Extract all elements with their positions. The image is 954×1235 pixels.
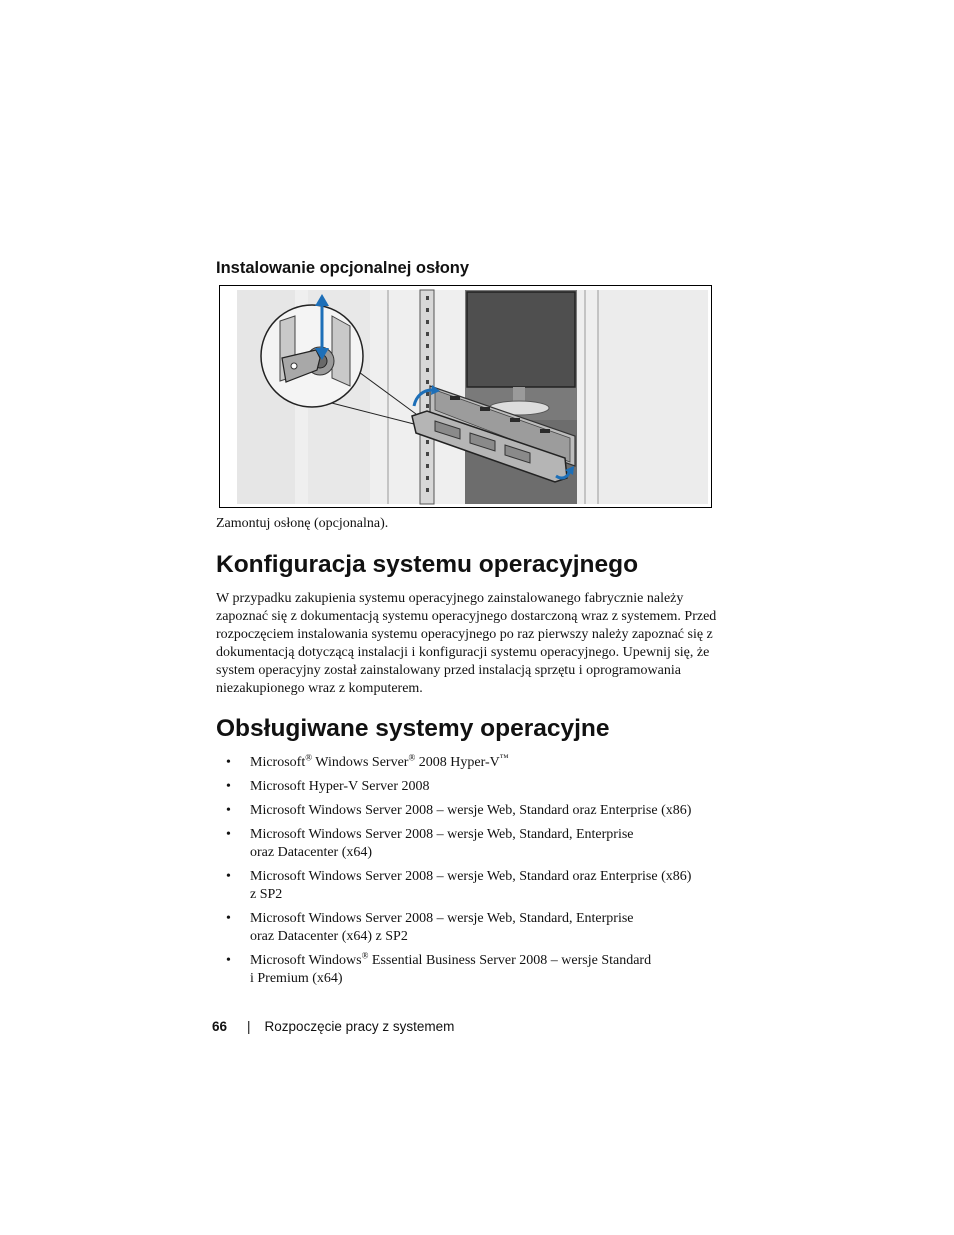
bullet: • xyxy=(226,803,231,818)
list-item: • Microsoft Windows Server 2008 – wersje Web, Standard, Enterprise oraz Datacenter (x64) z SP2 xyxy=(226,911,634,944)
footer-title: Rozpoczęcie pracy z systemem xyxy=(264,1019,455,1034)
list-item: • Microsoft® Windows Server® 2008 Hyper-V™ xyxy=(226,752,509,770)
list-item: • Microsoft Windows® Essential Business Server 2008 – wersje Standard i Premium (x64) xyxy=(226,950,652,986)
os-configuration-paragraph: W przypadku zakupienia systemu operacyjnego zainstalowanego fabrycznie należy zapoznać się z dokumentacją systemu operacyjnego dostarczoną wraz z systemem. Przed rozpoczęciem instalowania systemu operacyjnego po raz pierwszy należy zapoznać się z dokumentacją dotyczącą instalacji i konfiguracji systemu operacyjnego. Upewnij się, że system operacyjny został zainstalowany przed instalacją sprzętu i oprogramowania niezakupionego wraz z komputerem. xyxy=(216,591,717,696)
bullet: • xyxy=(226,755,231,770)
bullet: • xyxy=(226,779,231,794)
figure-caption: Zamontuj osłonę (opcjonalna). xyxy=(216,516,389,531)
list-item: • Microsoft Windows Server 2008 – wersje Web, Standard oraz Enterprise (x86) xyxy=(226,803,692,818)
list-item: • Microsoft Windows Server 2008 – wersje Web, Standard, Enterprise oraz Datacenter (x64) xyxy=(226,827,634,860)
heading-os-configuration: Konfiguracja systemu operacyjnego xyxy=(216,551,639,578)
page-footer xyxy=(212,1019,454,1034)
bezel-installation-figure xyxy=(219,285,712,508)
bullet: • xyxy=(226,911,231,926)
page-number: 66 xyxy=(212,1019,228,1034)
bullet: • xyxy=(226,827,231,842)
heading-supported-os: Obsługiwane systemy operacyjne xyxy=(216,715,610,742)
supported-os-list xyxy=(216,754,726,994)
section-heading: Instalowanie opcjonalnej osłony xyxy=(216,259,470,277)
bullet: • xyxy=(226,953,231,968)
list-item: • Microsoft Windows Server 2008 – wersje Web, Standard oraz Enterprise (x86) z SP2 xyxy=(226,869,692,902)
bullet: • xyxy=(226,869,231,884)
rack-server-bezel-illustration xyxy=(220,286,711,507)
list-item: • Microsoft Hyper-V Server 2008 xyxy=(226,779,430,794)
monitor-icon xyxy=(467,292,575,387)
footer-separator: | xyxy=(247,1019,251,1034)
